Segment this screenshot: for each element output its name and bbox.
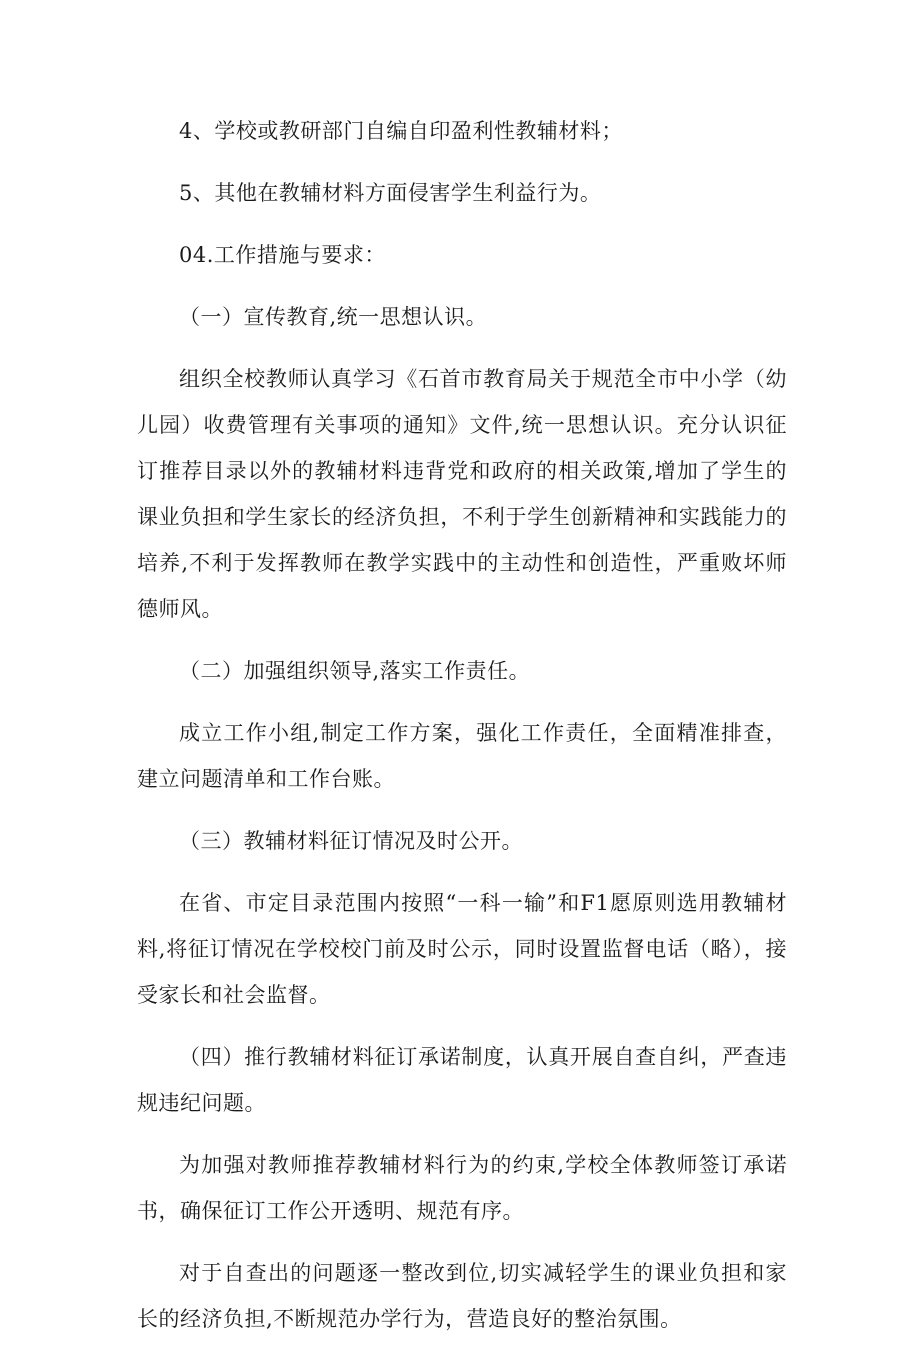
subheading-4: （四）推行教辅材料征订承诺制度，认真开展自查自纠，严查违规违纪问题。	[137, 1045, 787, 1115]
paragraph-disclosure: 在省、市定目录范围内按照“一科一输”和F1愿原则选用教辅材料,将征订情况在学校校门前及时公示，同时设置监督电话（略），接受家长和社会监督。	[137, 891, 787, 1007]
paragraph-item-4: 4、学校或教研部门自编自印盈利性教辅材料；	[179, 119, 623, 143]
paragraph-commitment: 为加强对教师推荐教辅材料行为的约束,学校全体教师签订承诺书，确保征订工作公开透明、规范有序。	[137, 1153, 787, 1223]
section-heading-measures: 04.工作措施与要求：	[179, 243, 386, 267]
paragraph-study: 组织全校教师认真学习《石首市教育局关于规范全市中小学（幼儿园）收费管理有关事项的通知》文件,统一思想认识。充分认识征订推荐目录以外的教辅材料违背党和政府的相关政策,增加了学生的课业负担和学生家长的经济负担，不利于学生创新精神和实践能力的培养,不利于发挥教师在教学实践中的主动性和创造性，严重败坏师德师风。	[137, 367, 787, 621]
document-body	[137, 108, 787, 1358]
subheading-3: （三）教辅材料征订情况及时公开。	[179, 829, 523, 853]
subheading-1: （一）宣传教育,统一思想认识。	[179, 305, 488, 329]
paragraph-working-group: 成立工作小组,制定工作方案，强化工作责任，全面精准排查，建立问题清单和工作台账。	[137, 721, 787, 791]
paragraph-rectification: 对于自查出的问题逐一整改到位,切实减轻学生的课业负担和家长的经济负担,不断规范办学行为，营造良好的整治氛围。	[137, 1261, 787, 1331]
paragraph-item-5: 5、其他在教辅材料方面侵害学生利益行为。	[179, 181, 602, 205]
subheading-2: （二）加强组织领导,落实工作责任。	[179, 659, 531, 683]
